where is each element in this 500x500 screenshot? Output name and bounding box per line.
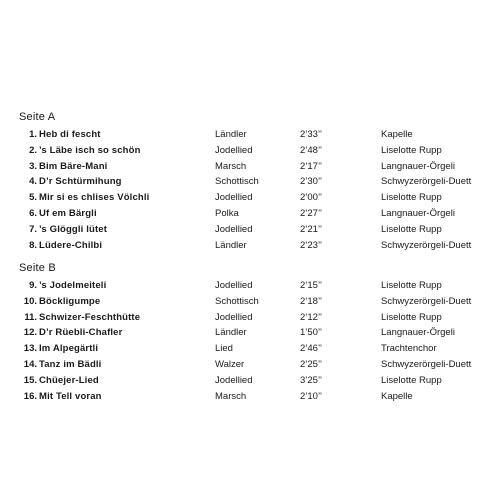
track-row [0, 206, 500, 222]
track-title: Schwizer-Feschthütte [39, 311, 141, 323]
track-duration: 2’25’’ [300, 358, 323, 370]
track-genre: Jodellied [215, 192, 253, 204]
track-number: 4. [29, 176, 37, 188]
track-number: 10. [23, 295, 37, 307]
track-duration: 1’50’’ [300, 327, 323, 339]
track-duration: 2’30’’ [300, 176, 323, 188]
track-genre: Jodellied [215, 280, 253, 291]
track-row [0, 278, 500, 294]
track-genre: Schottisch [215, 176, 259, 188]
track-artist: Schwyzerörgeli-Duett [381, 358, 472, 370]
track-artist: Schwyzerörgeli-Duett [381, 176, 472, 188]
track-row [0, 127, 500, 143]
track-row [0, 174, 500, 190]
track-number: 11. [24, 311, 37, 323]
track-genre: Jodellied [215, 223, 253, 235]
track-number: 5. [29, 192, 37, 204]
side-a-track-list [0, 127, 500, 253]
track-title: ’s Jodelmeiteli [39, 280, 107, 291]
track-duration: 2’23’’ [300, 239, 323, 251]
track-artist: Liselotte Rupp [381, 144, 442, 156]
track-number: 7. [29, 223, 37, 235]
track-row [0, 325, 500, 341]
track-title: Uf em Bärgli [39, 207, 97, 219]
track-duration: 2’12’’ [300, 311, 323, 323]
track-row [0, 143, 500, 159]
track-title: D’r Schtürmihung [39, 176, 122, 188]
track-genre: Marsch [215, 390, 247, 402]
track-genre: Jodellied [215, 144, 253, 156]
track-row [0, 389, 500, 405]
track-title: Mit Tell voran [39, 390, 102, 402]
track-number: 14. [23, 358, 37, 370]
track-artist: Liselotte Rupp [381, 192, 442, 204]
track-artist: Langnauer-Örgeli [381, 207, 455, 219]
track-duration: 2’46’’ [300, 343, 323, 355]
track-genre: Marsch [215, 160, 247, 172]
track-row [0, 222, 500, 238]
track-number: 15. [23, 374, 37, 386]
track-genre: Schottisch [215, 295, 259, 307]
track-title: ’s Läbe isch so schön [39, 144, 141, 156]
track-duration: 2’21’’ [300, 223, 323, 235]
track-row [0, 294, 500, 310]
track-artist: Langnauer-Örgeli [381, 160, 455, 172]
track-number: 2. [29, 144, 37, 156]
track-row [0, 357, 500, 373]
track-number: 8. [29, 239, 37, 251]
side-b-heading: Seite B [19, 262, 56, 274]
track-title: Chüejer-Lied [39, 374, 99, 386]
track-row [0, 373, 500, 389]
track-genre: Ländler [215, 327, 247, 339]
track-artist: Schwyzerörgeli-Duett [381, 295, 472, 307]
track-artist: Liselotte Rupp [381, 280, 442, 291]
track-genre: Ländler [215, 239, 247, 251]
track-title: ’s Glöggli lütet [39, 223, 108, 235]
track-title: D’r Rüebli-Chafler [39, 327, 123, 339]
track-duration: 2’18’’ [300, 295, 323, 307]
track-duration: 2’15’’ [300, 280, 323, 291]
track-duration: 2’00’’ [300, 192, 323, 204]
track-artist: Trachtenchor [381, 343, 437, 355]
track-genre: Jodellied [215, 311, 253, 323]
track-duration: 3’25’’ [300, 374, 323, 386]
track-title: Im Alpegärtli [39, 343, 99, 355]
track-number: 12. [23, 327, 37, 339]
track-artist: Schwyzerörgeli-Duett [381, 239, 472, 251]
track-duration: 2’10’’ [300, 390, 323, 402]
track-duration: 2’48’’ [300, 144, 323, 156]
track-title: Tanz im Bädli [39, 358, 102, 370]
track-artist: Liselotte Rupp [381, 223, 442, 235]
track-row [0, 159, 500, 175]
track-number: 9. [29, 280, 37, 291]
track-title: Lüdere-Chilbi [39, 239, 103, 251]
track-number: 1. [29, 129, 37, 140]
track-genre: Lied [215, 343, 233, 355]
side-a-heading: Seite A [19, 111, 56, 123]
track-title: Böckligumpe [39, 295, 101, 307]
track-artist: Kapelle [381, 129, 413, 140]
side-b-track-list [0, 278, 500, 404]
track-row [0, 238, 500, 254]
track-genre: Polka [215, 207, 239, 219]
track-title: Mir si es chlises Völchli [39, 192, 150, 204]
track-genre: Walzer [215, 358, 245, 370]
track-title: Bim Bäre-Mani [39, 160, 108, 172]
track-row [0, 190, 500, 206]
track-row [0, 341, 500, 357]
track-genre: Ländler [215, 129, 247, 140]
track-artist: Liselotte Rupp [381, 311, 442, 323]
track-duration: 2’27’’ [300, 207, 323, 219]
track-number: 16. [23, 390, 37, 402]
track-artist: Langnauer-Örgeli [381, 327, 455, 339]
track-row [0, 310, 500, 326]
track-number: 3. [29, 160, 37, 172]
track-duration: 2’33’’ [300, 129, 323, 140]
track-genre: Jodellied [215, 374, 253, 386]
track-artist: Kapelle [381, 390, 413, 402]
track-artist: Liselotte Rupp [381, 374, 442, 386]
track-duration: 2’17’’ [300, 160, 323, 172]
track-title: Heb di fescht [39, 129, 101, 140]
track-number: 13. [23, 343, 37, 355]
track-number: 6. [29, 207, 37, 219]
